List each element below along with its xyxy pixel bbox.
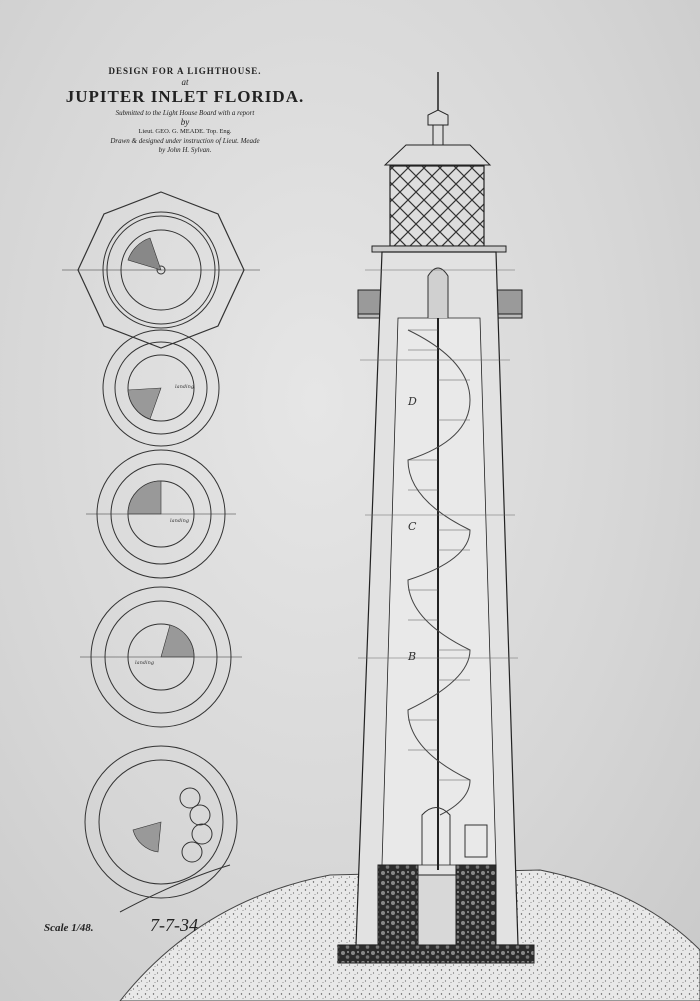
plan-view-top [62, 192, 260, 348]
plan-label-landing-3: landing [135, 660, 155, 666]
plan-label-landing-1: landing [175, 384, 195, 390]
section-letter-c: C [408, 520, 417, 533]
plan-view-4 [80, 587, 242, 727]
title-line-2: at [181, 77, 189, 87]
section-letter-b: B [408, 650, 417, 663]
plan-label-landing-2: landing [170, 518, 190, 524]
title-line-5: by [180, 117, 190, 127]
scale-label: Scale 1/48. [44, 922, 94, 934]
title-line-4: Submitted to the Light House Board with a report [115, 109, 255, 117]
lantern [372, 72, 506, 252]
tower-shaft [356, 252, 518, 945]
signature: 7-7-34 [150, 915, 198, 935]
plan-view-5 [85, 746, 237, 912]
section-letter-d: D [408, 395, 417, 408]
title-line-6: Lieut. GEO. G. MEADE. Top. Eng. [138, 128, 232, 135]
title-line-8: by John H. Sylvan. [158, 146, 212, 154]
plan-view-3 [86, 450, 236, 578]
upper-window [428, 268, 448, 318]
title-line-1: DESIGN FOR A LIGHTHOUSE. [108, 66, 262, 76]
title-line-7: Drawn & designed under instruction of Lieut. Meade [110, 137, 260, 145]
title-main: JUPITER INLET FLORIDA. [65, 87, 305, 106]
